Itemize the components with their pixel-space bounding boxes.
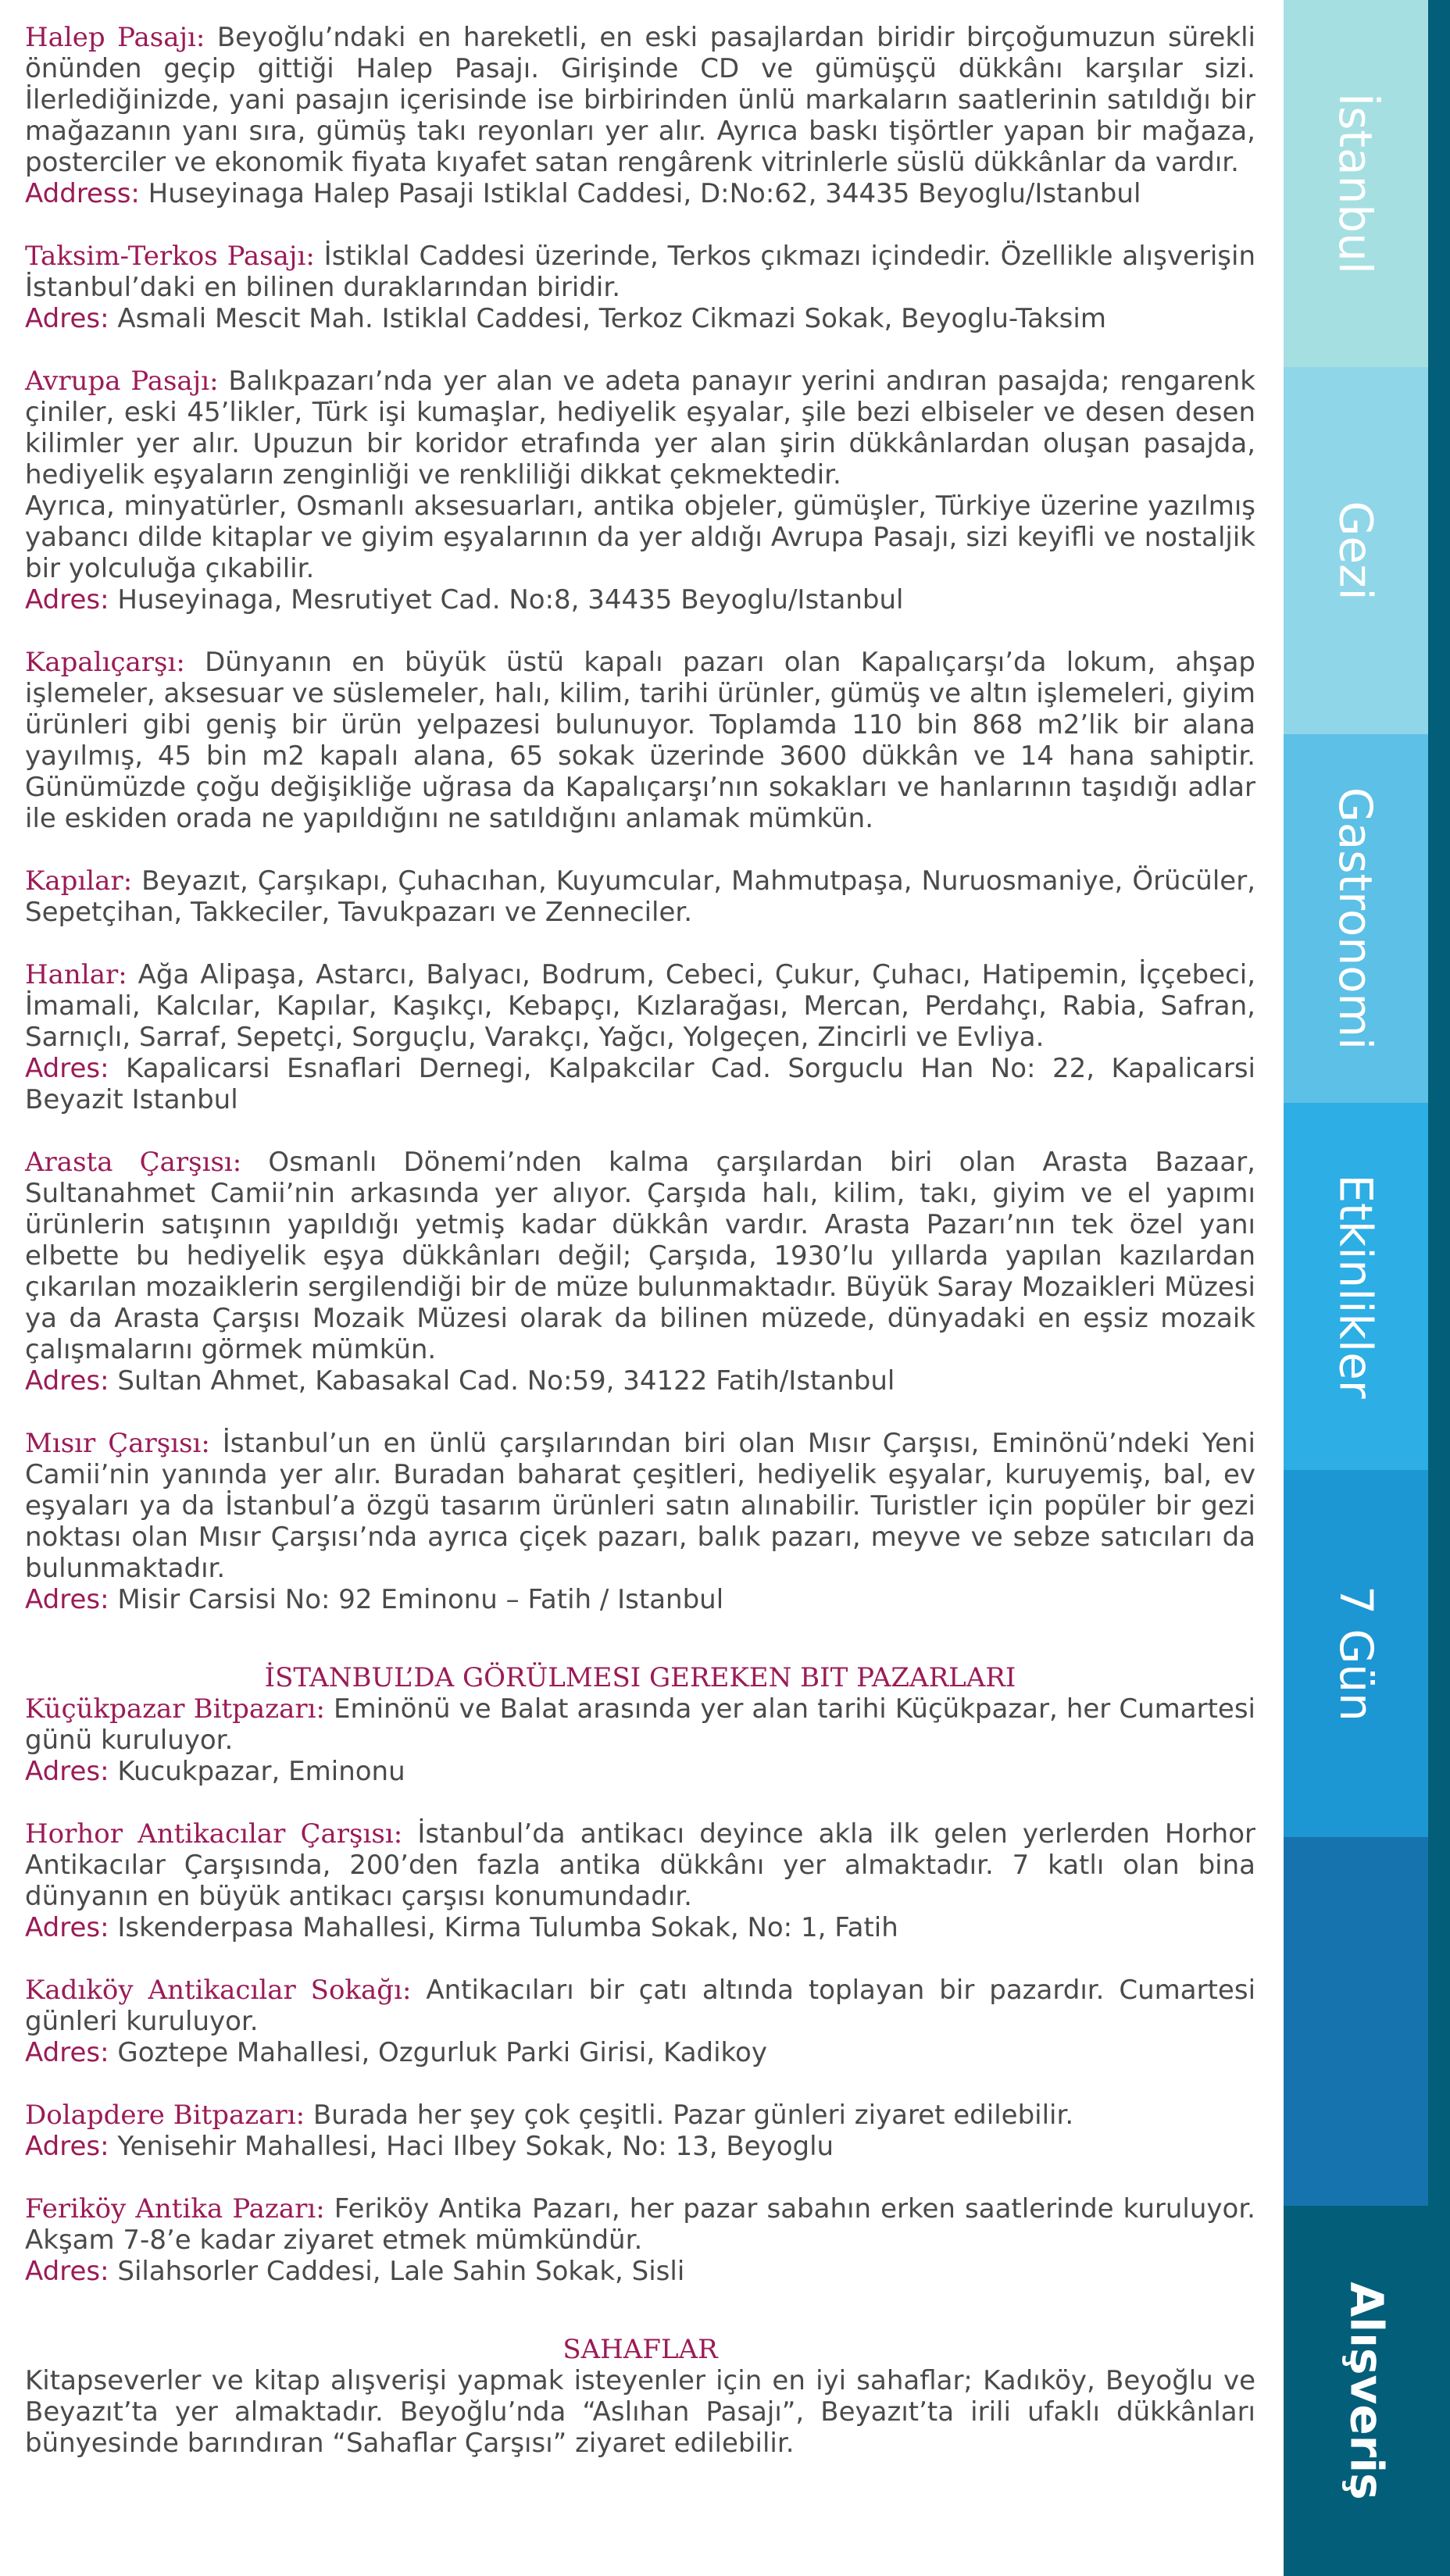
entry-label: Kapalıçarşı: — [25, 647, 185, 678]
address-label: Adres: — [25, 1912, 109, 1943]
entry-text: İstiklal Caddesi üzerinde, Terkos çıkmazı içindedir. Özellikle alışverişin İstanbul’daki en bilinen duraklarından biridir. — [25, 241, 1255, 303]
bit-pazarlari-heading: İSTANBUL’DA GÖRÜLMESI GEREKEN BIT PAZARLARI — [264, 1662, 1016, 1693]
address-label: Adres: — [25, 1584, 109, 1615]
entry-text: Ağa Alipaşa, Astarcı, Balyacı, Bodrum, Cebeci, Çukur, Çuhacı, Hatipemin, İççebeci, İmamali, Kalcılar, Kapılar, Kaşıkçı, Kebapçı, Kızlarağası, Mercan, Perdahçı, Rabia, Safran, Sarnıçlı, Sarraf, Sepetçi, Sorguçlu, Varakçı, Yağcı, Yolgeçen, Zincirli ve Evliya. — [25, 959, 1255, 1053]
sahaflar-text: Kitapseverler ve kitap alışverişi yapmak isteyenler için en iyi sahaflar; Kadıköy, Beyoğlu ve Beyazıt’ta yer almaktadır. Beyoğlu’nda “Aslıhan Pasajı”, Beyazıt’ta irili ufaklı dükkânları bünyesinde barındıran “Sahaflar Çarşısı” ziyaret edilebilir. — [25, 2365, 1255, 2459]
address-label: Address: — [25, 178, 140, 209]
address-text: Asmali Mescit Mah. Istiklal Caddesi, Terkoz Cikmazi Sokak, Beyoglu-Taksim — [109, 303, 1106, 334]
address-text: Kapalicarsi Esnaflari Dernegi, Kalpakcilar Cad. Sorguclu Han No: 22, Kapalicarsi Beyazit Istanbul — [25, 1053, 1255, 1115]
sidebar-edge-strip — [1428, 0, 1450, 2576]
tab-7-gun[interactable] — [1284, 1470, 1428, 1837]
entry-label: Kapılar: — [25, 865, 133, 897]
address-label: Adres: — [25, 584, 109, 615]
section-sidebar — [1284, 0, 1450, 2576]
entry-arasta — [25, 1147, 1255, 1397]
tab-label: Gastronomi — [1329, 787, 1383, 1051]
address-text: Yenisehir Mahallesi, Haci Ilbey Sokak, No: 13, Beyoglu — [109, 2131, 834, 2162]
entry-kapalicarsi — [25, 647, 1255, 834]
entry-hanlar — [25, 959, 1255, 1115]
tab-istanbul[interactable] — [1284, 0, 1428, 367]
entry-misir — [25, 1428, 1255, 1615]
entry-kadikoy — [25, 1975, 1255, 2068]
tab-blank — [1284, 1837, 1428, 2206]
entry-avrupa — [25, 366, 1255, 615]
entry-label: Hanlar: — [25, 959, 127, 990]
address-label: Adres: — [25, 2131, 109, 2162]
entry-label: Kadıköy Antikacılar Sokağı: — [25, 1975, 412, 2006]
entry-horhor — [25, 1818, 1255, 1943]
address-text: Kucukpazar, Eminonu — [109, 1756, 405, 1787]
tab-gastronomi[interactable] — [1284, 734, 1428, 1103]
entry-text: Beyazıt, Çarşıkapı, Çuhacıhan, Kuyumcular, Mahmutpaşa, Nuruosmaniye, Örücüler, Sepetçihan, Takkeciler, Tavukpazarı ve Zenneciler. — [25, 865, 1255, 928]
entry-text: Eminönü ve Balat arasında yer alan tarihi Küçükpazar, her Cumartesi günü kuruluyor. — [25, 1693, 1255, 1756]
address-label: Adres: — [25, 2037, 109, 2068]
address-label: Adres: — [25, 1365, 109, 1397]
address-text: Silahsorler Caddesi, Lale Sahin Sokak, Sisli — [109, 2256, 685, 2287]
entry-text: Osmanlı Dönemi’nden kalma çarşılardan biri olan Arasta Bazaar, Sultanahmet Camii’nin arkasında yer alıyor. Çarşıda halı, kilim, takı, giyim ve el yapımı ürünlerin satışının yapıldığı yetmiş kadar dükkân vardır. Arasta Pazarı’nın tek özel yanı elbette bu hediyelik eşya dükkânları değil; Çarşıda, 1930’lu yıllarda yapılan kazılardan çıkarılan mozaiklerin sergilendiği bir de müze bulunmaktadır. Büyük Saray Mozaikleri Müzesi ya da Arasta Çarşısı Mozaik Müzesi olarak da bilinen müzede, dünyadaki en eşsiz mozaik çalışmalarını görmek mümkün. — [25, 1147, 1255, 1365]
entry-text-2: Ayrıca, minyatürler, Osmanlı aksesuarları, antika objeler, gümüşler, Türkiye üzerine yazılmış yabancı dilde kitaplar ve giyim eşyalarının da yer aldığı Avrupa Pasajı, sizi keyifli ve nostaljik bir yolculuğa çıkabilir. — [25, 491, 1255, 584]
address-text: Misir Carsisi No: 92 Eminonu – Fatih / Istanbul — [109, 1584, 724, 1615]
entry-label: Avrupa Pasajı: — [25, 366, 219, 397]
entry-label: Feriköy Antika Pazarı: — [25, 2193, 325, 2225]
document-body — [25, 22, 1255, 2459]
entry-halep — [25, 22, 1255, 209]
address-text: Huseyinaga, Mesrutiyet Cad. No:8, 34435 Beyoglu/Istanbul — [109, 584, 904, 615]
entry-label: Arasta Çarşısı: — [25, 1147, 242, 1178]
tab-label: Etkinlikler — [1329, 1174, 1383, 1399]
tab-label: 7 Gün — [1329, 1586, 1383, 1721]
entry-text: Antikacıları bir çatı altında toplayan bir pazardır. Cumartesi günleri kuruluyor. — [25, 1975, 1256, 2037]
entry-label: Horhor Antikacılar Çarşısı: — [25, 1818, 403, 1850]
tab-label: Alışveriş — [1340, 2282, 1394, 2500]
entry-label: Halep Pasajı: — [25, 22, 205, 53]
tab-label: Gezi — [1329, 501, 1383, 601]
entry-dolapdere — [25, 2100, 1255, 2162]
entry-text: Burada her şey çok çeşitli. Pazar günleri ziyaret edilebilir. — [305, 2100, 1074, 2131]
address-text: Huseyinaga Halep Pasaji Istiklal Caddesi, D:No:62, 34435 Beyoglu/Istanbul — [139, 178, 1141, 209]
entry-text: Beyoğlu’ndaki en hareketli, en eski pasajlardan biridir birçoğumuzun sürekli önünden geçip gittiği Halep Pasajı. Girişinde CD ve gümüşçü dükkânı karşılar sizi. İlerlediğinizde, yani pasajın içerisinde ise birbirinden ünlü markaların saatlerinin satıldığı bir mağazanın yanı sıra, gümüş takı reyonları yer alır. Ayrıca baskı tişörtler yapan bir mağaza, posterciler ve ekonomik fiyata kıyafet satan rengârenk vitrinlerle süslü dükkânlar da vardır. — [25, 22, 1255, 178]
address-label: Adres: — [25, 1053, 109, 1084]
entry-label: Taksim-Terkos Pasajı: — [25, 241, 315, 272]
address-text: Iskenderpasa Mahallesi, Kirma Tulumba Sokak, No: 1, Fatih — [109, 1912, 898, 1943]
address-text: Goztepe Mahallesi, Ozgurluk Parki Girisi, Kadikoy — [109, 2037, 767, 2068]
entry-kapilar — [25, 865, 1255, 928]
tab-gezi[interactable] — [1284, 367, 1428, 734]
tab-label: İstanbul — [1329, 92, 1383, 275]
tab-alisveris[interactable] — [1284, 2206, 1450, 2576]
entry-ferikoy — [25, 2193, 1255, 2287]
entry-text: Dünyanın en büyük üstü kapalı pazarı olan Kapalıçarşı’da lokum, ahşap işlemeler, aksesuar ve süslemeler, halı, kilim, tarihi ürünler, gümüş ve altın işlemeleri, giyim ürünleri gibi geniş bir ürün yelpazesi bulunuyor. Toplamda 110 bin 868 m2’lik bir alana yayılmış, 45 bin m2 kapalı alana, 65 sokak üzerinde 3600 dükkân ve 14 hana sahiptir. Günümüzde çoğu değişikliğe uğrasa da Kapalıçarşı’nın sokakları ve hanlarının taşıdığı adlar ile eskiden orada ne yapıldığını ne satıldığını anlamak mümkün. — [25, 647, 1255, 834]
entry-text: İstanbul’da antikacı deyince akla ilk gelen yerlerden Horhor Antikacılar Çarşısında, 200’den fazla antika dükkânı yer almaktadır. 7 katlı olan bina dünyanın en büyük antikacı çarşısı konumundadır. — [25, 1818, 1255, 1912]
address-label: Adres: — [25, 303, 109, 334]
address-label: Adres: — [25, 2256, 109, 2287]
entry-kucukpazar — [25, 1693, 1255, 1787]
sahaflar-heading: SAHAFLAR — [562, 2334, 718, 2365]
entry-label: Dolapdere Bitpazarı: — [25, 2100, 305, 2131]
address-label: Adres: — [25, 1756, 109, 1787]
entry-text: İstanbul’un en ünlü çarşılarından biri olan Mısır Çarşısı, Eminönü’ndeki Yeni Camii’nin yanında yer alır. Buradan baharat çeşitleri, hediyelik eşyalar, kuruyemiş, bal, ev eşyaları ya da İstanbul’a özgü tasarım ürünleri satın alınabilir. Turistler için popüler bir gezi noktası olan Mısır Çarşısı’nda ayrıca çiçek pazarı, balık pazarı, meyve ve sebze satıcıları da bulunmaktadır. — [25, 1428, 1255, 1584]
entry-text: Balıkpazarı’nda yer alan ve adeta panayır yerini andıran pasajda; rengarenk çiniler, eski 45’likler, Türk işi kumaşlar, hediyelik eşyalar, şile bezi elbiseler ve desen desen kilimler yer alır. Upuzun bir koridor etrafında yer alan şirin dükkânlardan oluşan pasajda, hediyelik eşyaların zenginliği ve renkliliği dikkat çekmektedir. — [25, 366, 1255, 491]
entry-taksim-terkos — [25, 241, 1255, 334]
entry-text: Feriköy Antika Pazarı, her pazar sabahın erken saatlerinde kuruluyor. Akşam 7-8’e kadar ziyaret etmek mümkündür. — [25, 2193, 1255, 2256]
tab-etkinlikler[interactable] — [1284, 1103, 1428, 1470]
entry-label: Küçükpazar Bitpazarı: — [25, 1693, 325, 1725]
address-text: Sultan Ahmet, Kabasakal Cad. No:59, 34122 Fatih/Istanbul — [109, 1365, 895, 1397]
entry-label: Mısır Çarşısı: — [25, 1428, 210, 1459]
